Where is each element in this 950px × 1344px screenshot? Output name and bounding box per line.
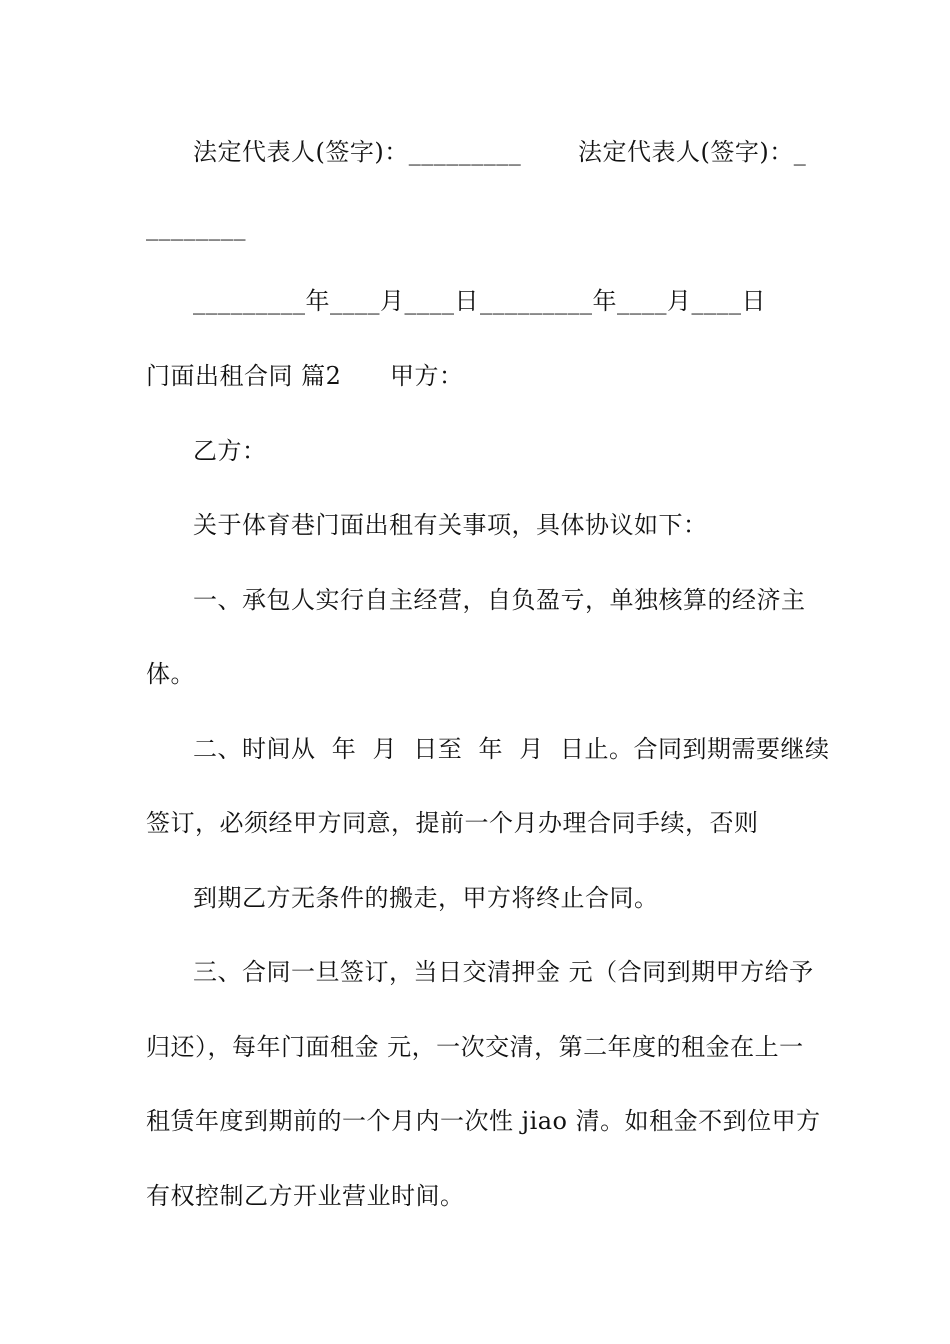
clause-3-line-4: 有权控制乙方开业营业时间。: [146, 1182, 465, 1210]
signature-continuation: ________: [146, 213, 246, 241]
clause-3-line-2: 归还），每年门面租金 元，一次交清，第二年度的租金在上一: [146, 1033, 804, 1061]
signature-left: 法定代表人(签字)：_________: [193, 138, 522, 166]
contract-title: 门面出租合同 篇2: [146, 362, 342, 390]
signature-right: 法定代表人(签字)：_: [578, 138, 807, 166]
party-b-label: 乙方：: [193, 437, 267, 465]
intro-paragraph: 关于体育巷门面出租有关事项，具体协议如下：: [193, 511, 708, 539]
party-a-label: 甲方：: [390, 362, 464, 390]
clause-2-line-1: 二、时间从 年 月 日至 年 月 日止。合同到期需要继续: [193, 735, 830, 763]
clause-3-line-1: 三、合同一旦签订，当日交清押金 元（合同到期甲方给予: [193, 958, 814, 986]
clause-2-line-3: 到期乙方无条件的搬走，甲方将终止合同。: [193, 884, 659, 912]
clause-3-line-3: 租赁年度到期前的一个月内一次性 jiao 清。如租金不到位甲方: [146, 1107, 821, 1135]
clause-1-line-1: 一、承包人实行自主经营，自负盈亏，单独核算的经济主: [193, 586, 806, 614]
clause-1-line-2: 体。: [146, 660, 195, 688]
clause-2-line-2: 签订，必须经甲方同意，提前一个月办理合同手续，否则: [146, 809, 759, 837]
date-right: _________年____月____日: [480, 287, 766, 315]
date-left: _________年____月____日: [193, 287, 479, 315]
